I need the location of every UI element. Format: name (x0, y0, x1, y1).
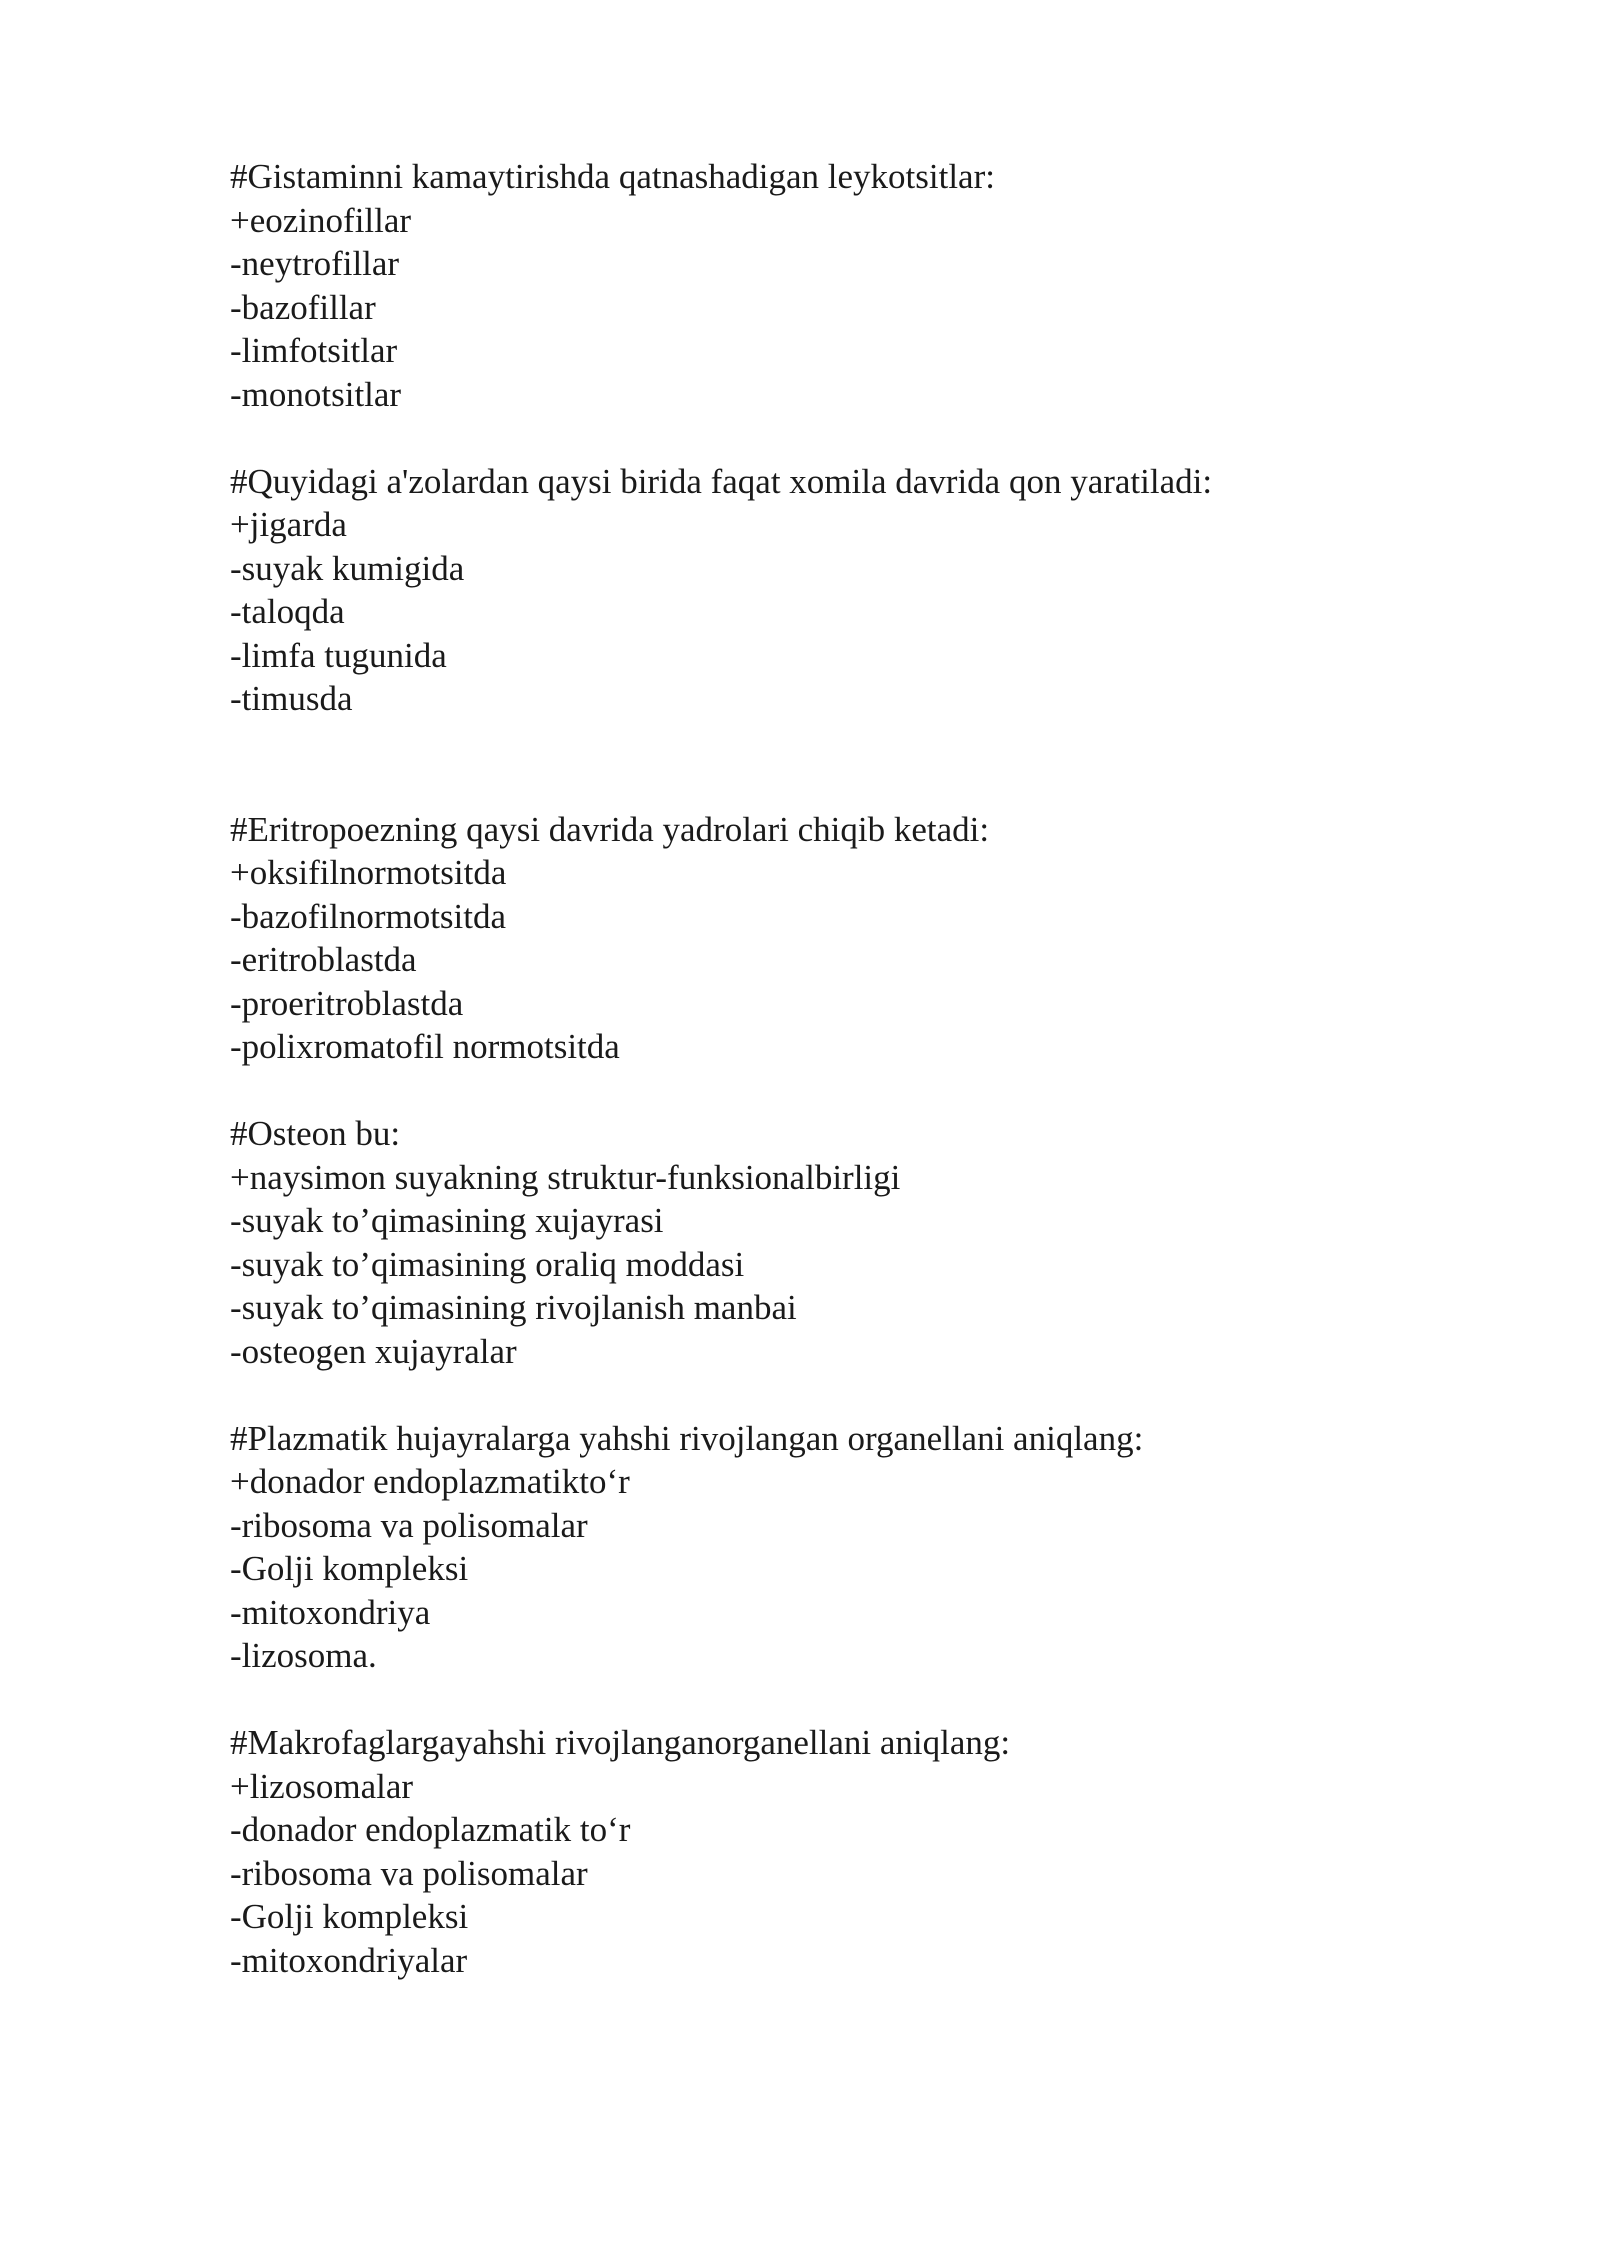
answer-option: -Golji kompleksi (230, 1549, 469, 1588)
paragraph-gap (230, 1069, 1530, 1113)
answer-option: -mitoxondriya (230, 1592, 431, 1632)
question-text: #Quyidagi a'zolardan qaysi birida faqat xomila davrida qon yaratiladi: (230, 461, 1213, 501)
answer-option: -suyak kumigida (230, 548, 465, 588)
answer-option: +donador endoplazmatikto‘r (230, 1462, 630, 1501)
answer-option: -limfotsitlar (230, 331, 398, 370)
answer-option: -suyak to’qimasining xujayrasi (230, 1201, 664, 1240)
question-block (230, 808, 1530, 1069)
answer-option: -polixromatofil normotsitda (230, 1027, 620, 1066)
paragraph-gap (230, 721, 1530, 808)
question-block (230, 460, 1530, 721)
answer-option: -taloqda (230, 592, 345, 631)
answer-option: -bazofilnormotsitda (230, 896, 507, 936)
question-text: #Eritropoezning qaysi davrida yadrolari chiqib ketadi: (230, 809, 990, 849)
paragraph-gap (230, 1678, 1530, 1722)
paragraph-gap (230, 416, 1530, 460)
answer-option: -osteogen xujayralar (230, 1331, 517, 1371)
answer-option: -neytrofillar (230, 244, 400, 283)
answer-option: -limfa tugunida (230, 635, 447, 675)
answer-option: -timusda (230, 679, 353, 718)
question-block (230, 155, 1530, 416)
paragraph-gap (230, 1373, 1530, 1417)
document-page (230, 155, 1530, 1982)
answer-option: +naysimon suyakning struktur-funksionalbirligi (230, 1157, 901, 1197)
answer-option: -Golji kompleksi (230, 1897, 469, 1936)
answer-option: -bazofillar (230, 287, 376, 327)
answer-option: -ribosoma va polisomalar (230, 1853, 588, 1893)
question-text: #Makrofaglargayahshi rivojlanganorganellani aniqlang: (230, 1723, 1011, 1762)
answer-option: +lizosomalar (230, 1766, 414, 1806)
answer-option: -lizosoma. (230, 1636, 377, 1675)
question-text: #Osteon bu: (230, 1114, 401, 1153)
answer-option: -mitoxondriyalar (230, 1940, 468, 1980)
answer-option: +jigarda (230, 505, 347, 544)
answer-option: -donador endoplazmatik to‘r (230, 1810, 631, 1849)
answer-option: -monotsitlar (230, 374, 402, 414)
question-text: #Gistaminni kamaytirishda qatnashadigan leykotsitlar: (230, 157, 995, 196)
answer-option: -eritroblastda (230, 940, 417, 979)
answer-option: -suyak to’qimasining oraliq moddasi (230, 1244, 745, 1284)
question-block (230, 1721, 1530, 1982)
question-text: #Plazmatik hujayralarga yahshi rivojlangan organellani aniqlang: (230, 1418, 1144, 1458)
answer-option: -proeritroblastda (230, 983, 464, 1023)
question-block (230, 1417, 1530, 1678)
question-block (230, 1112, 1530, 1373)
answer-option: +oksifilnormotsitda (230, 853, 507, 892)
answer-option: -ribosoma va polisomalar (230, 1505, 588, 1545)
answer-option: +eozinofillar (230, 200, 412, 240)
answer-option: -suyak to’qimasining rivojlanish manbai (230, 1288, 797, 1327)
